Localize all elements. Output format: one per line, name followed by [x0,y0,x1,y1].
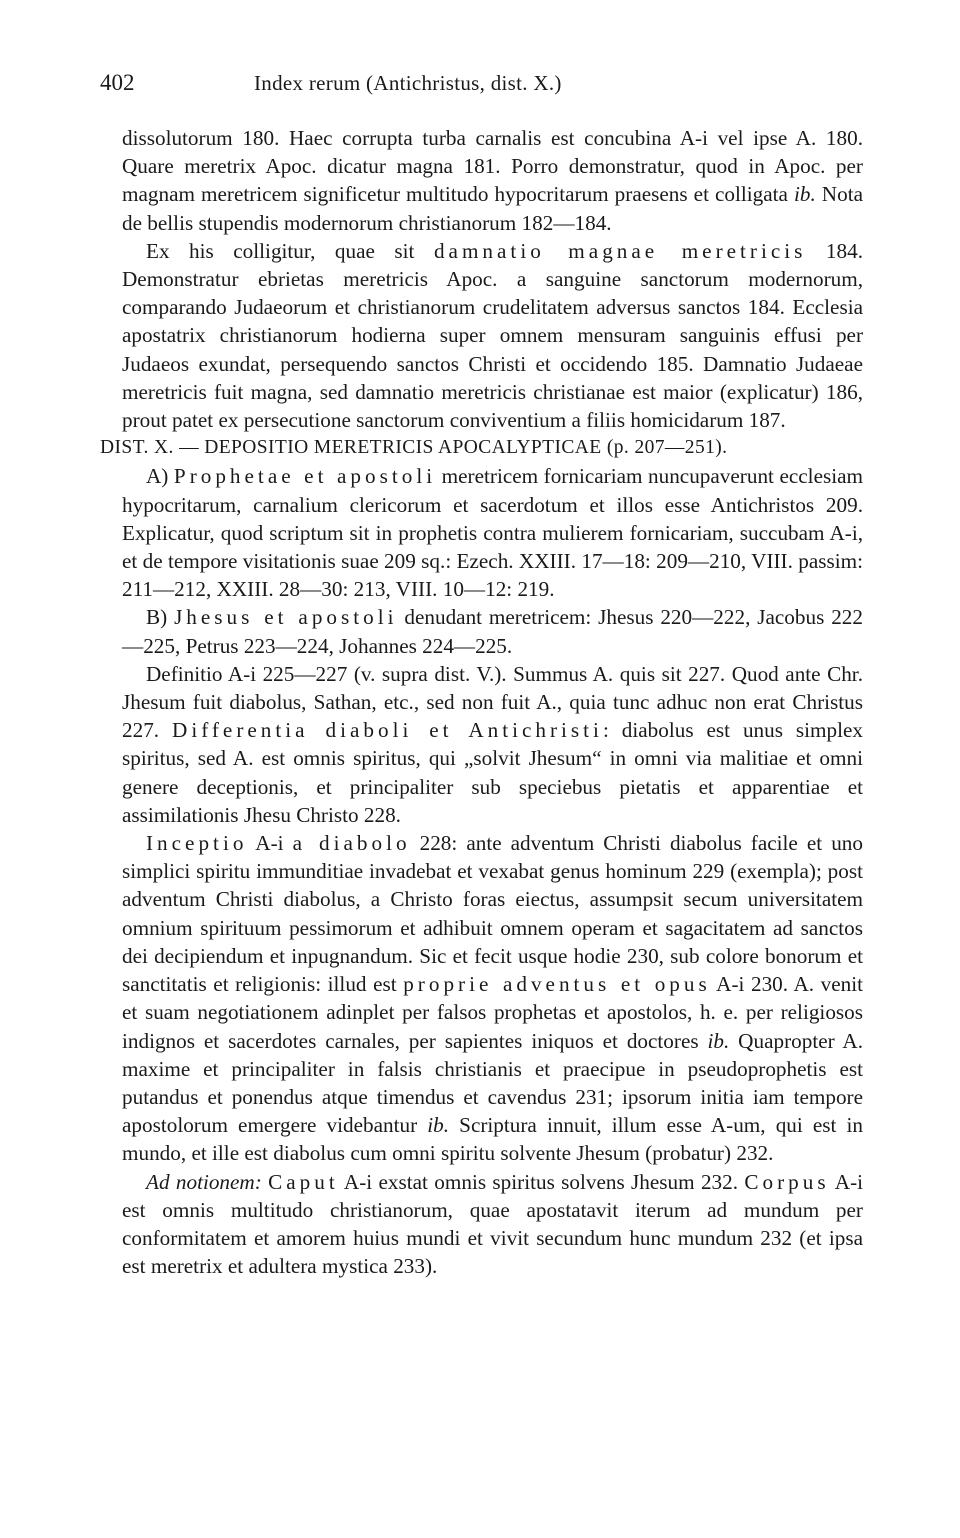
page-number: 402 [100,70,135,95]
text-run: 184. Demonstratur ebrietas meretricis Apoc. a sanguine sanctorum modernorum, comparando Judaeorum et christianorum crudelitatem adversus sanctos 184. Ecclesia apostatrix christianorum hodierna super omnem mensuram sanguinis effusi per Judaeos exundat, persequendo sanctos Christi et occidendo 185. Damnatio Judaeae meretricis fuit magna, sed damnatio meretricis christianae est maior (explicatur) 186, prout patet ex persecutione sanctorum conviventium a filiis homicidarum 187. [122,238,863,433]
text-run: Ex his colligitur, quae sit [146,238,434,263]
spaced-term: proprie adventus et opus [403,972,711,997]
running-title: Index rerum (Antichristus, dist. X.) [254,71,562,95]
text-run: A-i [247,831,293,856]
paragraph-jhesus [122,603,863,659]
spaced-term: Differentia diaboli et Antichristi [172,718,603,743]
ibidem-abbrev: ib. [707,1028,730,1053]
paragraph-damnatio [122,237,863,434]
text-run: A) [146,464,174,489]
spaced-term: Inceptio [146,831,248,856]
italic-term: Ad notionem: [146,1169,262,1194]
text-run: Nota de bellis stupendis modernorum christianorum 182—184. [122,182,863,235]
text-run: A-i 230. A. venit et suam negotiationem adinplet per falsos prophetas et apostolos, h. e. per religiosos indignos et sacerdotes carnales, per sapientes iniquos et doctores [122,972,863,1053]
paragraph-prophetae [122,462,863,603]
text-run: meretricem fornicariam nuncupaverunt ecclesiam hypocritarum, carnalium clericorum et sacerdotum et illos esse Antichristos 209. Explicatur, quod scriptum sit in prophetis contra mulierem fornicariam, succubam A-i, et de tempore visitationis suae 209 sq.: Ezech. XXIII. 17—18: 209—210, VIII. passim: 211—212, XXIII. 28—30: 213, VIII. 10—12: 219. [122,464,863,602]
text-run: B) [146,605,175,630]
spaced-term: damnatio magnae meretricis [433,238,807,263]
text-run: Quapropter A. maxime et principaliter in falsis christianis et praecipue in pseudoprophetis est putandus et ponendus atque timendus et cavendus 231; ipsorum initia iam tempore apostolorum emergere videbantur [122,1028,863,1138]
text-run: Definitio A-i 225—227 (v. supra dist. V.). Summus A. quis sit 227. Quod ante Chr. Jhesum fuit diabolus, Sathan, etc., sed non fuit A., quia tunc adhuc non erat Christus 227. [122,661,863,743]
running-header [100,70,860,104]
paragraph-ad-notionem [122,1168,863,1281]
spaced-term: Prophetae et apostoli [173,464,437,489]
text-run: A-i est omnis multitudo christianorum, quae apostatavit iterum ad mundum per conformitatem et amorem huius mundi et vivit secundum hunc mundum 232 (et ipsa est meretrix et adultera mystica 233). [122,1169,864,1279]
spaced-term: Caput [268,1169,339,1194]
paragraph-continuation [122,124,863,237]
spaced-term: a diabolo [292,831,411,856]
index-body [100,124,864,1280]
text-run: A-i exstat omnis spiritus solvens Jhesum 232. [338,1169,745,1194]
paragraph-inceptio [122,829,863,1167]
ibidem-abbrev: ib. [427,1113,450,1138]
text-run: denudant meretricem: Jhesus 220—222, Jacobus 222—225, Petrus 223—224, Johannes 224—225. [122,605,863,658]
spaced-term: Jhesus et apostoli [174,605,398,630]
ibidem-abbrev: ib. [793,182,816,207]
spaced-term: Corpus [744,1169,830,1194]
text-run: : diabolus est unus simplex spiritus, sed A. est omnis spiritus, qui „solvit Jhesum“ in omni via malitiae et omni genere deceptionis, et principaliter sub speciebus pietatis et apparentiae et assimilationis Jhesu Christo 228. [122,718,864,827]
section-heading: DIST. X. — DEPOSITIO MERETRICIS APOCALYPTICAE (p. 207—251). [100,437,728,459]
paragraph-definitio [122,660,863,829]
text-run: 228: ante adventum Christi diabolus facile et uno simplici spiritu immunditiae invadebat et vexabat genus hominum 229 (exempla); post adventum Christi diabolus, a Christo foras eiectus, assumpsit secum universitatem omnium spirituum pessimorum et adhibuit omnem operam et sagacitatem ad sanctos dei decipiendum et inpugnandum. Sic et fecit usque hodie 230, sub colore bonorum et sanctitatis et religionis: illud est [122,831,863,997]
text-run: Scriptura innuit, illum esse A-um, qui est in mundo, et ille est diabolus cum omni spiritu solvente Jhesum (probatur) 232. [122,1113,863,1166]
text-run: dissolutorum 180. Haec corrupta turba carnalis est concubina A-i vel ipse A. 180. Quare meretrix Apoc. dicatur magna 181. Porro demonstratur, quod in Apoc. per magnam meretricem significetur multitudo hypocritarum praesens et colligata [122,126,863,207]
